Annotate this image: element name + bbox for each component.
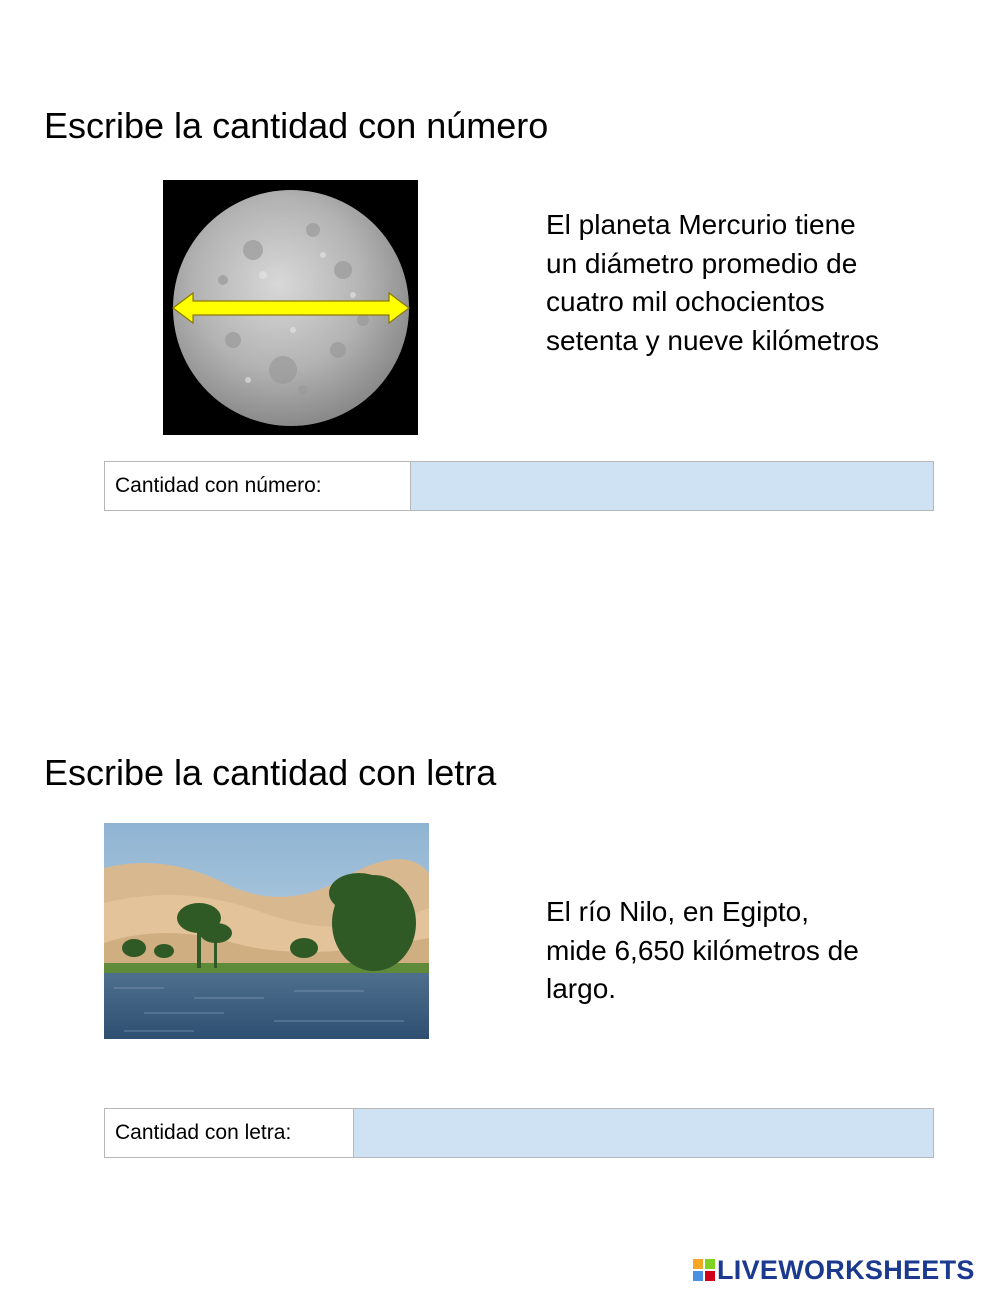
answer-row-letter [104,1108,934,1158]
logo-text: LIVEWORKSHEETS [717,1254,975,1285]
liveworksheets-logo-icon [693,1259,715,1281]
answer-row-number [104,461,934,511]
nile-description: El río Nilo, en Egipto, mide 6,650 kilómetros de largo. [546,896,859,1004]
section-heading-letter: Escribe la cantidad con letra [44,752,497,793]
liveworksheets-logo [693,1255,975,1285]
answer-label-letter: Cantidad con letra: [105,1109,354,1157]
mercury-image [163,180,418,435]
answer-input-letter[interactable] [354,1109,933,1157]
mercury-description: El planeta Mercurio tiene un diámetro promedio de cuatro mil ochocientos setenta y nueve kilómetros [546,209,880,356]
answer-input-number[interactable] [411,462,933,510]
nile-image [104,823,429,1039]
answer-label-number: Cantidad con número: [105,462,411,510]
section-heading-number: Escribe la cantidad con número [44,105,549,146]
